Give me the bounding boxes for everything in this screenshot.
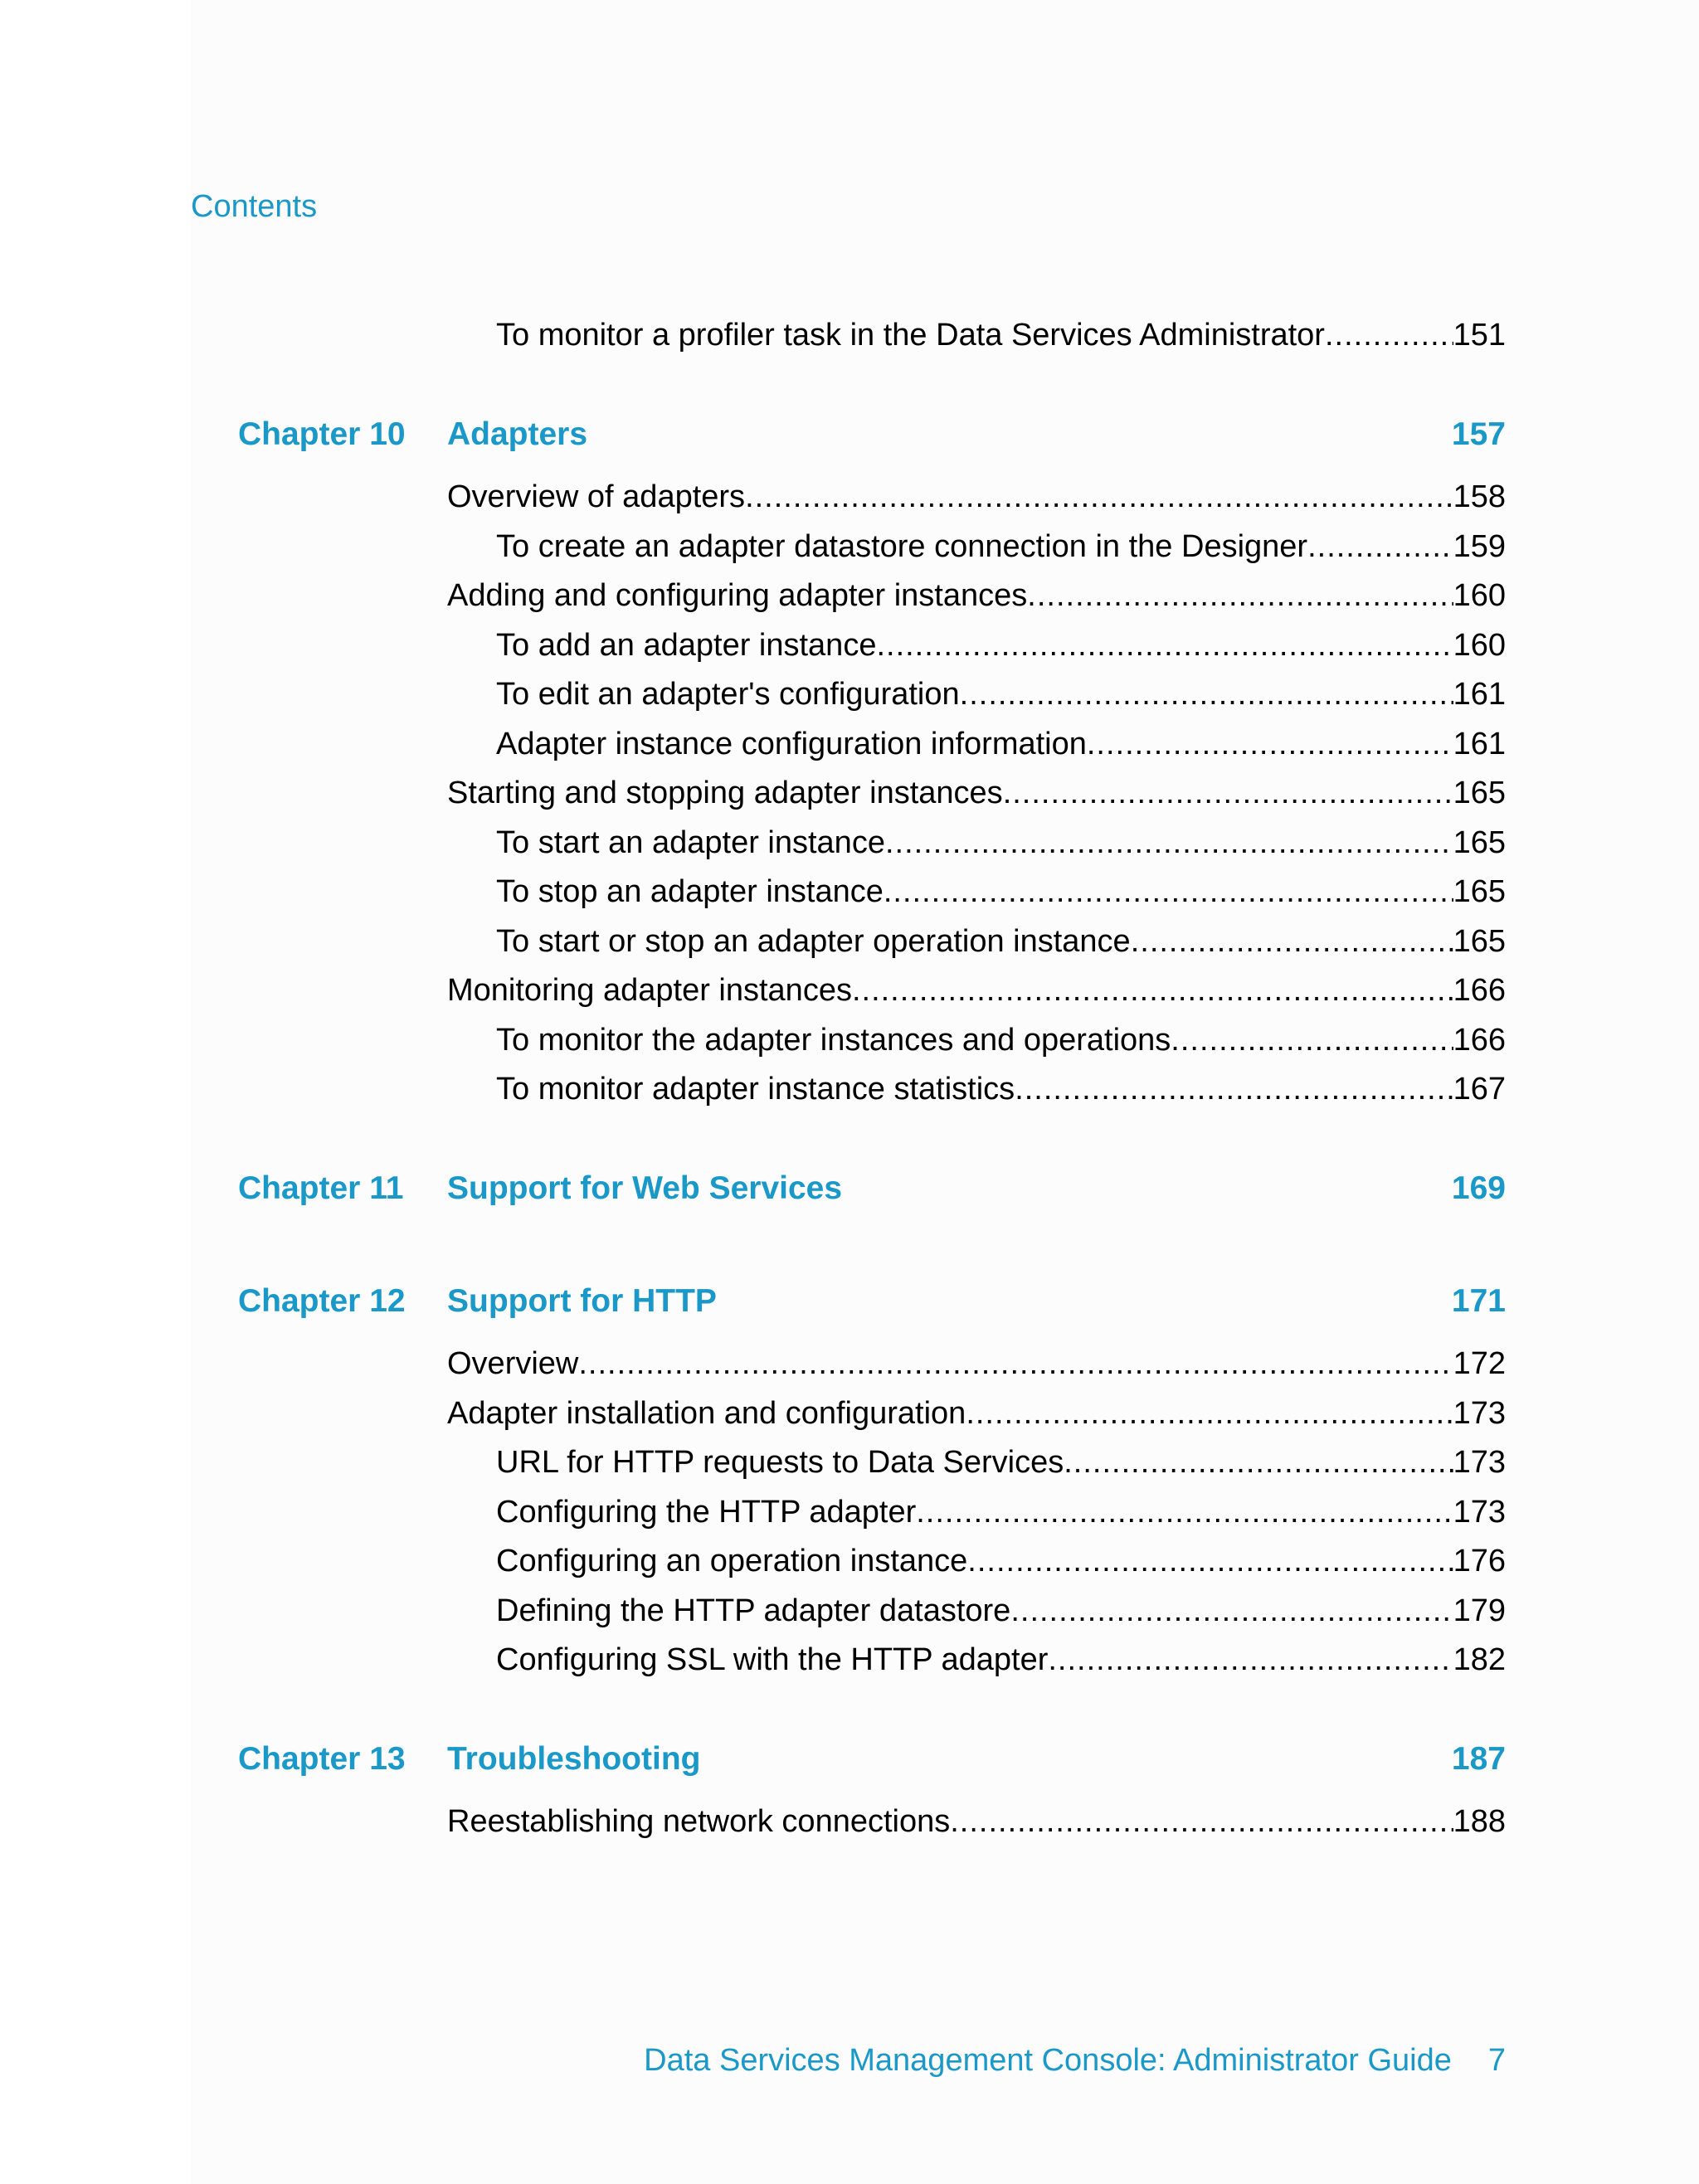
chapter-page: 157	[1451, 416, 1506, 452]
toc-entry-page: 188	[1453, 1804, 1506, 1839]
toc-entry-title: To stop an adapter instance	[496, 874, 884, 909]
toc-entry-title: Adding and configuring adapter instances	[447, 578, 1028, 613]
toc-leader-dots	[1048, 1644, 1453, 1676]
toc-entry[interactable]	[496, 827, 1506, 859]
toc-entry-page: 173	[1453, 1445, 1506, 1480]
toc-entry-title: Overview	[447, 1346, 579, 1381]
toc-entry-title: Starting and stopping adapter instances	[447, 776, 1003, 810]
toc-leader-dots	[950, 1806, 1453, 1837]
toc-entry[interactable]	[496, 876, 1506, 907]
toc-leader-dots	[960, 679, 1453, 710]
toc-entry[interactable]	[447, 1398, 1506, 1429]
chapter-label: Chapter 12	[238, 1283, 406, 1319]
toc-entry-page: 160	[1453, 628, 1506, 663]
toc-leader-dots	[578, 1348, 1453, 1379]
toc-entry-page: 165	[1453, 825, 1506, 860]
toc-leader-dots	[966, 1398, 1453, 1429]
chapter-heading-10[interactable]	[238, 418, 1506, 450]
toc-leader-dots	[1064, 1447, 1453, 1478]
toc-leader-dots	[1015, 1073, 1453, 1105]
toc-entry-title: URL for HTTP requests to Data Services	[496, 1445, 1064, 1480]
toc-entry-title: To edit an adapter's configuration	[496, 677, 960, 712]
chapter-page: 169	[1451, 1170, 1506, 1206]
chapter-label: Chapter 11	[238, 1170, 404, 1206]
toc-leader-dots	[1003, 777, 1453, 809]
toc-entry-page: 165	[1453, 776, 1506, 810]
toc-entry[interactable]	[496, 1024, 1506, 1056]
toc-entry-page: 165	[1453, 874, 1506, 909]
toc-entry[interactable]	[496, 679, 1506, 710]
toc-leader-dots	[884, 876, 1453, 907]
toc-leader-dots	[1307, 531, 1453, 562]
toc-entry[interactable]	[496, 1644, 1506, 1676]
toc-entry-title: Monitoring adapter instances	[447, 973, 852, 1008]
toc-entry-page: 161	[1453, 727, 1506, 761]
toc-entry[interactable]	[447, 580, 1506, 611]
toc-entry-page: 165	[1453, 924, 1506, 959]
toc-leader-dots	[1010, 1595, 1453, 1627]
toc-entry[interactable]	[496, 531, 1506, 562]
toc-leader-dots	[852, 975, 1453, 1006]
toc-entry-title: To monitor adapter instance statistics	[496, 1072, 1015, 1107]
toc-entry[interactable]	[496, 926, 1506, 957]
toc-leader-dots	[1087, 728, 1453, 760]
toc-leader-dots	[1325, 319, 1453, 351]
toc-entry-page: 161	[1453, 677, 1506, 712]
toc-entry-page: 182	[1453, 1642, 1506, 1677]
chapter-title: Troubleshooting	[447, 1741, 701, 1777]
toc-entry[interactable]	[447, 975, 1506, 1006]
toc-entry-page: 173	[1453, 1495, 1506, 1530]
toc-leader-dots	[916, 1496, 1453, 1528]
chapter-title: Adapters	[447, 416, 588, 452]
chapter-page: 171	[1451, 1283, 1506, 1319]
toc-entry-title: Overview of adapters	[447, 479, 746, 514]
toc-entry-page: 159	[1453, 529, 1506, 564]
toc-leader-dots	[1131, 926, 1453, 957]
toc-entry[interactable]	[447, 1348, 1506, 1379]
toc-entry-title: Reestablishing network connections	[447, 1804, 951, 1839]
toc-entry-page: 166	[1453, 973, 1506, 1008]
toc-entry-page: 172	[1453, 1346, 1506, 1381]
toc-entry-title: Defining the HTTP adapter datastore	[496, 1593, 1011, 1628]
footer-page-number: 7	[1487, 2043, 1506, 2078]
toc-entry-title: Configuring the HTTP adapter	[496, 1495, 917, 1530]
toc-entry[interactable]	[447, 481, 1506, 513]
toc-entry-page: 160	[1453, 578, 1506, 613]
chapter-heading-13[interactable]	[238, 1743, 1506, 1775]
toc-leader-dots	[967, 1545, 1453, 1577]
toc-entry-title: To monitor a profiler task in the Data Services Administrator	[496, 318, 1325, 353]
toc-entry-page: 173	[1453, 1396, 1506, 1431]
toc-leader-dots	[885, 827, 1453, 859]
toc-entry[interactable]	[496, 1595, 1506, 1627]
chapter-heading-12[interactable]	[238, 1285, 1506, 1317]
toc-leader-dots	[745, 481, 1453, 513]
toc-entry[interactable]	[447, 1806, 1506, 1837]
toc-entry-page: 166	[1453, 1023, 1506, 1058]
toc-entry[interactable]	[496, 630, 1506, 661]
toc-entry-page: 167	[1453, 1072, 1506, 1107]
toc-entry-title: To monitor the adapter instances and operations	[496, 1023, 1171, 1058]
toc-entry-title: Configuring SSL with the HTTP adapter	[496, 1642, 1049, 1677]
toc-entry[interactable]	[496, 1073, 1506, 1105]
chapter-label: Chapter 13	[238, 1741, 406, 1777]
toc-leader-dots	[876, 630, 1453, 661]
toc-leader-dots	[1027, 580, 1453, 611]
toc-entry-title: Configuring an operation instance	[496, 1544, 968, 1578]
chapter-heading-11[interactable]	[238, 1172, 1506, 1204]
toc-entry[interactable]	[496, 1496, 1506, 1528]
toc-entry-title: Adapter instance configuration information	[496, 727, 1087, 761]
page-footer	[0, 2043, 1506, 2079]
toc-entry-title: To create an adapter datastore connection in the Designer	[496, 529, 1308, 564]
footer-title: Data Services Management Console: Administrator Guide	[644, 2043, 1452, 2078]
toc-entry-title: To add an adapter instance	[496, 628, 877, 663]
toc-entry[interactable]	[496, 728, 1506, 760]
toc-entry-title: Adapter installation and configuration	[447, 1396, 966, 1431]
toc-entry-page: 176	[1453, 1544, 1506, 1578]
toc-entry[interactable]	[496, 1447, 1506, 1478]
toc-leader-dots	[1171, 1024, 1453, 1056]
running-head: Contents	[191, 189, 318, 224]
toc-entry-title: To start an adapter instance	[496, 825, 885, 860]
toc-entry-title: To start or stop an adapter operation instance	[496, 924, 1131, 959]
toc-entry-page: 158	[1453, 479, 1506, 514]
toc-entry[interactable]	[447, 777, 1506, 809]
chapter-page: 187	[1451, 1741, 1506, 1777]
chapter-title: Support for Web Services	[447, 1170, 843, 1206]
chapter-title: Support for HTTP	[447, 1283, 717, 1319]
toc-entry-page: 179	[1453, 1593, 1506, 1628]
toc-entry[interactable]	[496, 319, 1506, 351]
toc-entry-page: 151	[1453, 318, 1506, 353]
chapter-label: Chapter 10	[238, 416, 406, 452]
toc-entry[interactable]	[496, 1545, 1506, 1577]
